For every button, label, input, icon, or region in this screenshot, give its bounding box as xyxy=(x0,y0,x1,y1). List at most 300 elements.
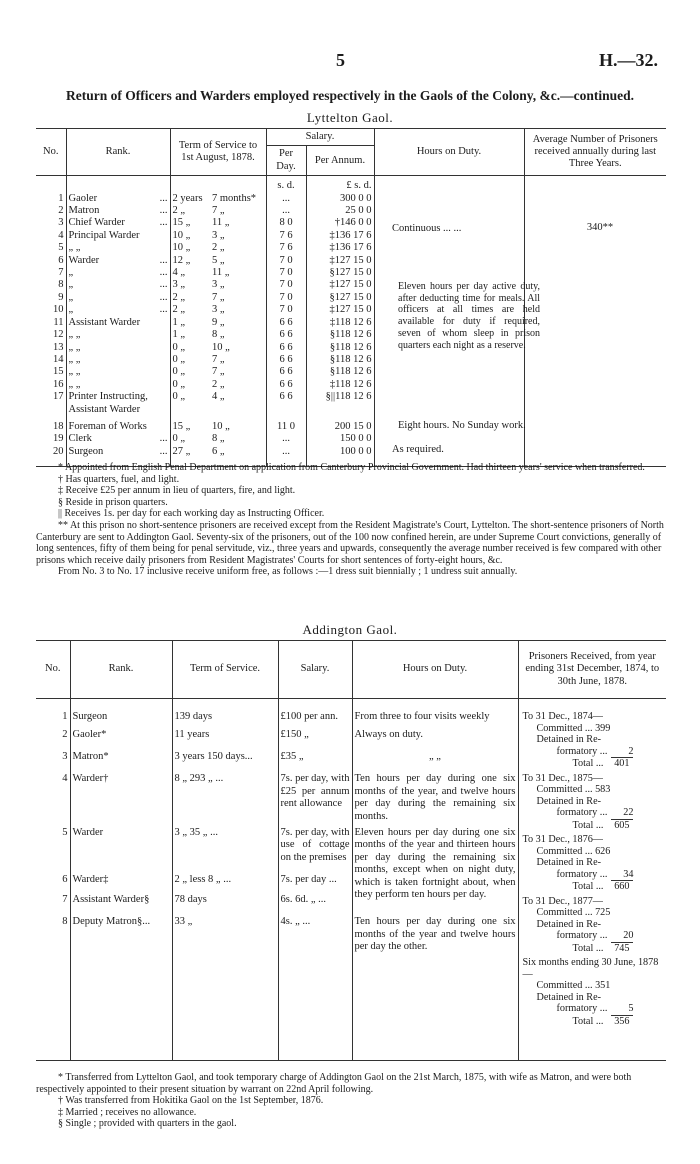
row-no: 1 xyxy=(58,192,64,204)
row-term-months: 2 „ xyxy=(212,242,225,254)
row-term-years: 2 „ xyxy=(170,292,210,304)
row-no: 6 xyxy=(58,254,64,266)
row-no: 7 xyxy=(62,894,68,906)
row-rank: Warder† xyxy=(70,767,172,823)
row-rank: Warder xyxy=(70,823,172,864)
leader-dots: ... xyxy=(159,279,168,291)
row-per-annum: §127 15 0 xyxy=(306,267,374,279)
row-per-day: 6 6 xyxy=(266,391,306,416)
row-no: 3 xyxy=(58,217,64,229)
unit-per-annum: £ s. d. xyxy=(306,176,374,193)
col-term: Term of Service. xyxy=(172,641,278,699)
row-no: 19 xyxy=(53,433,64,445)
row-term-months: 10 „ xyxy=(212,420,230,432)
row-no: 17 xyxy=(53,391,64,403)
row-rank xyxy=(66,193,170,205)
row-no: 4 xyxy=(58,229,64,241)
received-committed: Committed ... 399 xyxy=(536,722,611,734)
col-per-day: Per Day. xyxy=(266,146,306,176)
row-per-annum: §118 12 6 xyxy=(306,342,374,354)
total-label: Total ... xyxy=(572,819,604,831)
leader-dots: ... xyxy=(159,217,168,229)
row-average xyxy=(524,317,666,329)
table-row xyxy=(36,304,666,316)
col-rank: Rank. xyxy=(66,129,170,176)
total-count: 356 xyxy=(614,1015,630,1027)
table-row xyxy=(36,267,666,279)
hours-required: As required. xyxy=(392,444,444,455)
row-average xyxy=(524,193,666,205)
received-committed: Committed ... 725 xyxy=(536,907,611,918)
document-code: H.—32. xyxy=(598,50,658,70)
row-term-months: 7 „ xyxy=(212,291,225,303)
row-term-months: 3 „ xyxy=(212,279,225,291)
row-hours: From three to four visits weekly xyxy=(352,699,518,724)
row-salary: £150 „ xyxy=(278,723,352,745)
row-no: 2 xyxy=(58,205,64,217)
row-per-day: 6 6 xyxy=(266,342,306,354)
row-term-years: 2 „ xyxy=(170,304,210,316)
row-salary: 7s. per day, with £25 per annum rent allowance xyxy=(278,767,352,823)
row-average xyxy=(524,366,666,378)
row-term-months: 2 „ xyxy=(212,378,225,390)
row-per-day: 6 6 xyxy=(266,379,306,391)
footnote: † Was transferred from Hokitika Gaol on the 1st September, 1876. xyxy=(58,1095,324,1107)
footnote: § Single ; provided with quarters in the gaol. xyxy=(58,1118,237,1130)
row-per-day: ... xyxy=(266,433,306,445)
row-no: 6 xyxy=(62,874,68,886)
table-row xyxy=(36,379,666,391)
received-total xyxy=(523,943,663,955)
received-period xyxy=(523,773,663,832)
row-no: 12 xyxy=(53,329,64,341)
row-per-day: 7 0 xyxy=(266,279,306,291)
row-rank: Warder‡ xyxy=(70,864,172,888)
received-reformatory xyxy=(523,807,663,820)
row-term-months: 9 „ xyxy=(212,316,225,328)
row-per-annum: ‡136 17 6 xyxy=(306,242,374,254)
total-label: Total ... xyxy=(572,942,604,954)
row-no: 11 xyxy=(53,316,64,328)
hours-continuous: Continuous ... ... xyxy=(392,223,462,234)
received-reformatory xyxy=(523,1003,663,1016)
row-per-day: 7 0 xyxy=(266,292,306,304)
addington-table xyxy=(36,640,666,1061)
page-number: 5 xyxy=(336,50,345,70)
footnote: ** At this prison no short-sentence prisoners are received except from the Resident Magistrate's Court, Lyttelton. The short-sentence prisoners of North Canterbury are sent to Addington Gaol. Seventy-six of the prisoners, out of the 100 now confined herein, are under Supreme Court convictions, generally of long sentences, fifty of them being for penal servitude, viz., three years and upwards, consequently the average number received is few compared with other prisons which receive daily prisoners from Resident Magistrates' Courts for short sentences of forty-eight hours, &c. xyxy=(36,519,664,566)
row-hours xyxy=(374,205,524,217)
col-no: No. xyxy=(36,641,70,699)
row-average xyxy=(524,354,666,366)
reformatory-label: formatory ... xyxy=(556,745,608,757)
reformatory-count: 20 xyxy=(611,930,633,943)
table-row xyxy=(36,391,666,416)
row-per-day: 11 0 xyxy=(266,416,306,433)
row-rank: Deputy Matron§... xyxy=(70,910,172,1060)
row-no: 16 xyxy=(53,378,64,390)
row-no: 14 xyxy=(53,353,64,365)
row-no: 18 xyxy=(53,420,64,432)
table-row xyxy=(36,329,666,341)
row-average xyxy=(524,292,666,304)
row-rank xyxy=(66,366,170,378)
rank-label: „ „ xyxy=(68,378,81,390)
received-detained: Detained in Re- xyxy=(536,857,601,868)
rank-label: Gaoler xyxy=(68,192,98,204)
row-per-day: 7 0 xyxy=(266,267,306,279)
reformatory-count: 22 xyxy=(611,807,633,820)
row-per-day: ... xyxy=(266,193,306,205)
received-reformatory xyxy=(523,746,663,759)
row-average xyxy=(524,279,666,291)
received-period-label: Six months ending 30 June, 1878— xyxy=(522,957,659,980)
row-term-months: 3 „ xyxy=(212,304,225,316)
received-total xyxy=(523,881,663,893)
row-per-annum: §||118 12 6 xyxy=(306,391,374,416)
rank-label: Clerk xyxy=(68,433,92,445)
total-label: Total ... xyxy=(572,758,604,769)
row-per-day: 7 0 xyxy=(266,304,306,316)
leader-dots: ... xyxy=(159,205,168,217)
row-hours: Eleven hours per day during one six months of the year and thirteen hours per day during the remaining six months, except when on night duty, which is taken fortnight about, when they perform ten hours per day. xyxy=(352,823,518,910)
row-term-years: 10 „ xyxy=(170,242,210,254)
row-term-years: 27 „ xyxy=(170,446,210,467)
table-row xyxy=(36,317,666,329)
reformatory-count: 34 xyxy=(611,869,633,882)
row-term-months: 8 „ xyxy=(212,329,225,341)
received-detained: Detained in Re- xyxy=(536,991,601,1003)
received-total xyxy=(523,1016,663,1028)
addington-footnotes xyxy=(36,1072,666,1130)
reformatory-count: 5 xyxy=(611,1003,633,1016)
received-period xyxy=(523,711,663,770)
rank-label: „ xyxy=(68,291,74,303)
received-reformatory xyxy=(523,869,663,882)
row-per-day: 7 0 xyxy=(266,255,306,267)
row-no: 10 xyxy=(53,304,64,316)
received-list xyxy=(523,711,663,1027)
table-row xyxy=(36,193,666,205)
received-reformatory xyxy=(523,930,663,943)
page-title: Return of Officers and Warders employed respectively in the Gaols of the Colony, &c.—continued. xyxy=(66,88,634,103)
row-per-day: 6 6 xyxy=(266,366,306,378)
received-cell xyxy=(518,699,666,1061)
row-no: 5 xyxy=(58,242,64,254)
rank-label: Principal Warder xyxy=(68,229,140,241)
table-row xyxy=(36,292,666,304)
row-per-annum: 200 15 0 xyxy=(306,416,374,433)
row-per-annum: §127 15 0 xyxy=(306,292,374,304)
footnote: § Reside in prison quarters. xyxy=(58,496,168,508)
footnote: * Transferred from Lyttelton Gaol, and took temporary charge of Addington Gaol on the 21st March, 1875, with wife as Matron, and were both respectively appointed to their present situation by warrant on 22nd April following. xyxy=(36,1072,632,1095)
row-term: 8 „ 293 „ ... xyxy=(172,767,278,823)
row-term: 139 days xyxy=(172,699,278,724)
row-salary: £35 „ xyxy=(278,745,352,767)
row-rank xyxy=(66,342,170,354)
row-hours xyxy=(374,255,524,267)
row-rank: Assistant Warder§ xyxy=(70,888,172,910)
row-rank xyxy=(66,317,170,329)
table-row xyxy=(36,366,666,378)
row-rank xyxy=(66,391,170,416)
row-per-day: 6 6 xyxy=(266,329,306,341)
received-total xyxy=(523,758,663,770)
row-per-annum: ‡127 15 0 xyxy=(306,255,374,267)
table-row xyxy=(36,354,666,366)
average-value: 340** xyxy=(586,222,614,233)
row-per-day: 6 6 xyxy=(266,354,306,366)
reformatory-label: formatory ... xyxy=(556,807,608,818)
footnote: † Has quarters, fuel, and light. xyxy=(58,473,180,485)
row-term-months: 3 „ xyxy=(212,229,225,241)
row-average xyxy=(524,205,666,217)
leader-dots: ... xyxy=(159,433,168,445)
row-no: 1 xyxy=(62,711,68,722)
row-per-annum: §118 12 6 xyxy=(306,366,374,378)
rank-label: „ „ xyxy=(68,242,81,254)
row-term: 33 „ xyxy=(172,910,278,1060)
row-hours: Ten hours per day during one six months of the year, and twelve hours per day during the remaining six months. xyxy=(352,767,518,823)
received-period xyxy=(523,834,663,893)
row-term-years: 4 „ xyxy=(170,267,210,279)
footnote: ‡ Receive £25 per annum in lieu of quarters, fire, and light. xyxy=(58,485,296,497)
row-per-annum: 100 0 0 xyxy=(306,446,374,467)
row-term-months: 7 „ xyxy=(212,366,225,378)
rank-label: „ xyxy=(68,267,74,279)
received-period-label: To 31 Dec., 1876— xyxy=(522,834,603,845)
row-salary: £100 per ann. xyxy=(278,699,352,724)
row-average xyxy=(524,379,666,391)
row-hours xyxy=(374,379,524,391)
row-hours: Ten hours per day during one six months of the year and twelve hours per day the other. xyxy=(352,910,518,1060)
row-term-months: 11 „ xyxy=(212,267,230,279)
col-hours: Hours on Duty. xyxy=(374,129,524,176)
table-row xyxy=(36,433,666,445)
reformatory-label: formatory ... xyxy=(556,868,608,880)
row-salary: 7s. per day, with use of cottage on the premises xyxy=(278,823,352,864)
row-per-annum: §118 12 6 xyxy=(306,329,374,341)
row-hours xyxy=(374,242,524,254)
table-row xyxy=(36,416,666,433)
col-salary: Salary. xyxy=(266,129,374,146)
row-rank xyxy=(66,279,170,291)
row-hours xyxy=(374,391,524,416)
addington-subtitle: Addington Gaol. xyxy=(302,622,398,637)
row-per-annum: ‡127 15 0 xyxy=(306,279,374,291)
total-count: 660 xyxy=(614,881,630,892)
row-no: 8 xyxy=(62,916,68,928)
lyttelton-footnotes xyxy=(36,462,666,578)
row-term: 11 years xyxy=(172,723,278,745)
rank-label: „ „ xyxy=(68,366,81,378)
row-term-years: 2 years xyxy=(170,193,210,205)
received-period-label: To 31 Dec., 1877— xyxy=(522,895,603,907)
rank-label: Surgeon xyxy=(68,445,104,457)
row-rank xyxy=(66,255,170,267)
received-detained: Detained in Re- xyxy=(536,734,601,745)
row-term-years: 0 „ xyxy=(170,342,210,354)
row-per-annum: §118 12 6 xyxy=(306,354,374,366)
row-term-years: 0 „ xyxy=(170,366,210,378)
total-count: 605 xyxy=(614,819,630,831)
col-rank: Rank. xyxy=(70,641,172,699)
row-per-annum: ‡127 15 0 xyxy=(306,304,374,316)
row-average xyxy=(524,267,666,279)
row-average xyxy=(524,391,666,416)
table-row xyxy=(36,255,666,267)
row-per-day: 7 6 xyxy=(266,230,306,242)
col-received: Prisoners Received, from year ending 31st December, 1874, to 30th June, 1878. xyxy=(518,641,666,699)
row-no: 15 xyxy=(53,366,64,378)
row-term-months: 6 „ xyxy=(212,445,225,457)
row-rank: Surgeon xyxy=(70,699,172,724)
row-average xyxy=(524,329,666,341)
row-term-months: 5 „ xyxy=(212,254,225,266)
unit-per-day: s. d. xyxy=(266,176,306,193)
row-per-annum: †146 0 0 xyxy=(306,217,374,229)
leader-dots: ... xyxy=(159,445,168,457)
rank-label: Foreman of Works xyxy=(68,420,147,432)
received-period-label: To 31 Dec., 1875— xyxy=(522,772,603,784)
row-salary: 6s. 6d. „ ... xyxy=(278,888,352,910)
row-term-years: 0 „ xyxy=(170,379,210,391)
row-rank xyxy=(66,433,170,445)
rank-label: Chief Warder xyxy=(68,217,125,229)
received-committed: Committed ... 351 xyxy=(536,980,611,991)
received-period xyxy=(523,896,663,955)
row-term: 78 days xyxy=(172,888,278,910)
row-term: 3 „ 35 „ ... xyxy=(172,823,278,864)
leader-dots: ... xyxy=(159,304,168,316)
received-period-label: To 31 Dec., 1874— xyxy=(522,711,603,722)
row-hours: „ „ xyxy=(352,745,518,767)
row-term-months: 11 „ xyxy=(212,217,230,229)
row-term-years: 12 „ xyxy=(170,255,210,267)
table-row xyxy=(36,242,666,254)
footnote: || Receives 1s. per day for each working day as Instructing Officer. xyxy=(58,508,325,520)
table-row xyxy=(36,205,666,217)
row-average xyxy=(524,342,666,354)
row-per-day: ... xyxy=(266,446,306,467)
row-per-annum: ‡136 17 6 xyxy=(306,230,374,242)
row-rank xyxy=(66,242,170,254)
row-per-annum: 300 0 0 xyxy=(306,193,374,205)
row-rank xyxy=(66,205,170,217)
row-rank xyxy=(66,354,170,366)
row-per-annum: 25 0 0 xyxy=(306,205,374,217)
row-term-years: 2 „ xyxy=(170,205,210,217)
row-per-day: ... xyxy=(266,205,306,217)
row-rank xyxy=(66,304,170,316)
row-no: 4 xyxy=(62,773,68,785)
row-per-annum: 150 0 0 xyxy=(306,433,374,445)
row-term-months: 7 „ xyxy=(212,205,225,217)
footnote: ‡ Married ; receives no allowance. xyxy=(58,1106,197,1118)
row-hours xyxy=(374,354,524,366)
received-detained: Detained in Re- xyxy=(536,795,601,807)
hours-eight: Eight hours. No Sunday work. xyxy=(398,420,526,431)
row-term-years: 15 „ xyxy=(170,217,210,229)
row-average xyxy=(524,255,666,267)
row-term-months: 7 „ xyxy=(212,353,225,365)
rank-label: Printer Instructing, Assistant Warder xyxy=(68,391,148,415)
received-detained: Detained in Re- xyxy=(536,918,601,930)
rank-label: „ „ xyxy=(68,329,81,341)
footnote: * Appointed from English Penal Department on application from Canterbury Provincial Government. Had thirteen years' service when transferred. xyxy=(58,462,645,473)
row-term-months: 8 „ xyxy=(212,433,225,445)
leader-dots: ... xyxy=(159,291,168,303)
received-committed: Committed ... 583 xyxy=(536,784,611,795)
table-row xyxy=(36,342,666,354)
row-term-months: 7 months* xyxy=(212,192,257,204)
row-no: 7 xyxy=(58,267,64,279)
row-term-years: 0 „ xyxy=(170,433,210,445)
rank-label: „ xyxy=(68,279,74,291)
row-term: 2 „ less 8 „ ... xyxy=(172,864,278,888)
row-no: 3 xyxy=(62,751,68,763)
table-row xyxy=(36,279,666,291)
row-hours xyxy=(374,366,524,378)
row-rank xyxy=(66,329,170,341)
reformatory-count: 2 xyxy=(611,746,633,759)
footnote: From No. 3 to No. 17 inclusive receive uniform free, as follows :—1 dress suit biennially ; 1 undress suit annually. xyxy=(58,566,518,578)
col-per-annum: Per Annum. xyxy=(306,146,374,176)
row-rank xyxy=(66,230,170,242)
row-average xyxy=(524,304,666,316)
rank-label: Assistant Warder xyxy=(68,316,141,328)
row-rank xyxy=(66,292,170,304)
col-salary: Salary. xyxy=(278,641,352,699)
row-average xyxy=(524,416,666,433)
row-term-years: 1 „ xyxy=(170,329,210,341)
row-salary: 4s. „ ... xyxy=(278,910,352,1060)
row-rank xyxy=(66,267,170,279)
row-hours xyxy=(374,193,524,205)
received-period xyxy=(523,957,663,1027)
row-term-months: 4 „ xyxy=(212,391,225,403)
row-no: 8 xyxy=(58,279,64,291)
row-no: 13 xyxy=(53,341,64,353)
leader-dots: ... xyxy=(159,254,168,266)
row-term-years: 10 „ xyxy=(170,230,210,242)
reformatory-label: formatory ... xyxy=(556,930,608,941)
reformatory-label: formatory ... xyxy=(556,1003,608,1014)
row-term-years: 0 „ xyxy=(170,391,210,416)
rank-label: Warder xyxy=(68,254,100,266)
rank-label: „ „ xyxy=(68,353,81,365)
row-average xyxy=(524,433,666,445)
rank-label: Matron xyxy=(68,205,100,217)
row-term-years: 3 „ xyxy=(170,279,210,291)
row-rank xyxy=(66,379,170,391)
leader-dots: ... xyxy=(159,192,168,204)
row-per-annum: ‡118 12 6 xyxy=(306,317,374,329)
total-count: 401 xyxy=(614,758,630,769)
leader-dots: ... xyxy=(159,267,168,279)
row-rank xyxy=(66,217,170,229)
col-hours: Hours on Duty. xyxy=(352,641,518,699)
row-no: 2 xyxy=(62,729,68,741)
total-label: Total ... xyxy=(572,881,604,892)
row-term-years: 1 „ xyxy=(170,317,210,329)
hours-eleven: Eleven hours per day active duty, after deducting time for meals. All officers at all times are held available for duty if required, seven of whom sleep in prison quarters each night as a reserve. xyxy=(398,281,540,351)
lyttelton-table xyxy=(36,128,666,467)
row-term: 3 years 150 days... xyxy=(172,745,278,767)
rank-label: „ „ xyxy=(68,341,81,353)
total-label: Total ... xyxy=(572,1015,604,1027)
row-per-day: 6 6 xyxy=(266,317,306,329)
row-no: 5 xyxy=(62,827,68,839)
